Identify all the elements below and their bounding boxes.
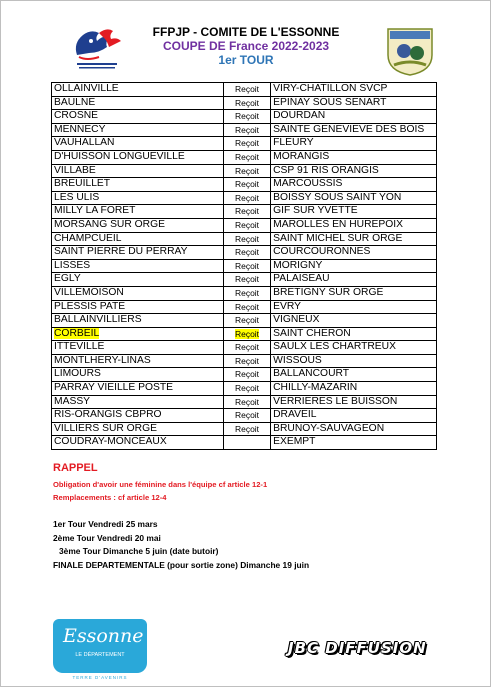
home-team-cell-text: LISSES — [54, 259, 91, 271]
home-team-cell — [52, 150, 224, 164]
away-team-cell — [271, 178, 437, 192]
receives-cell-text: Reçoit — [234, 219, 260, 230]
away-team-cell-text: BRETIGNY SUR ORGE — [273, 286, 384, 298]
receives-cell — [223, 150, 270, 164]
receives-cell-text: Reçoit — [234, 206, 260, 217]
home-team-cell-text: SAINT PIERRE DU PERRAY — [54, 246, 188, 258]
away-team-cell — [271, 123, 437, 137]
receives-cell — [223, 273, 270, 287]
away-team-cell — [271, 205, 437, 219]
match-row — [52, 273, 437, 287]
match-row — [52, 178, 437, 192]
essonne-department-logo — [53, 619, 147, 680]
away-team-cell — [271, 395, 437, 409]
receives-cell — [223, 395, 270, 409]
away-team-cell — [271, 150, 437, 164]
rappel-note-feminine: Obligation d'avoir une féminine dans l'équipe cf article 12-1 — [53, 480, 268, 489]
receives-cell — [223, 327, 270, 341]
schedule-round1: 1er Tour Vendredi 25 mars — [53, 519, 158, 529]
away-team-cell — [271, 83, 437, 97]
match-row — [52, 246, 437, 260]
away-team-cell-text: MORANGIS — [273, 150, 330, 162]
receives-cell — [223, 191, 270, 205]
home-team-cell — [52, 273, 224, 287]
home-team-cell-text: LIMOURS — [54, 368, 101, 380]
receives-cell-text: Reçoit — [234, 111, 260, 122]
home-team-cell — [52, 259, 224, 273]
away-team-cell-text: VERRIERES LE BUISSON — [273, 395, 398, 407]
match-row — [52, 314, 437, 328]
home-team-cell — [52, 368, 224, 382]
match-row — [52, 137, 437, 151]
home-team-cell-text: MENNECY — [54, 123, 106, 135]
match-row — [52, 368, 437, 382]
home-team-cell — [52, 83, 224, 97]
match-row — [52, 395, 437, 409]
away-team-cell-text: VIGNEUX — [273, 314, 320, 326]
receives-cell — [223, 123, 270, 137]
away-team-cell — [271, 218, 437, 232]
away-team-cell-text: SAINT CHERON — [273, 327, 351, 339]
draw-table — [51, 82, 437, 450]
home-team-cell — [52, 314, 224, 328]
receives-cell-text: Reçoit — [234, 396, 260, 407]
away-team-cell-text: EPINAY SOUS SENART — [273, 96, 387, 108]
away-team-cell — [271, 259, 437, 273]
rappel-note-replacements: Remplacements : cf article 12-4 — [53, 493, 167, 502]
receives-cell — [223, 341, 270, 355]
receives-cell-text: Reçoit — [234, 192, 260, 203]
away-team-cell-text: BRUNOY-SAUVAGEON — [273, 422, 385, 434]
away-team-cell — [271, 422, 437, 436]
match-row — [52, 150, 437, 164]
committee-title: FFPJP - COMITE DE L'ESSONNE — [152, 25, 340, 39]
home-team-cell — [52, 96, 224, 110]
receives-cell-text: Reçoit — [234, 138, 260, 149]
receives-cell — [223, 382, 270, 396]
match-row — [52, 327, 437, 341]
home-team-cell — [52, 232, 224, 246]
home-team-cell-text: CROSNE — [54, 110, 99, 122]
receives-cell — [223, 259, 270, 273]
receives-cell — [223, 409, 270, 423]
away-team-cell — [271, 191, 437, 205]
home-team-cell — [52, 382, 224, 396]
away-team-cell-text: VIRY-CHATILLON SVCP — [273, 83, 388, 94]
away-team-cell — [271, 368, 437, 382]
home-team-cell-text: VILLEMOISON — [54, 286, 124, 298]
away-team-cell-text: GIF SUR YVETTE — [273, 205, 358, 217]
home-team-cell-text: LES ULIS — [54, 191, 100, 203]
schedule-round2: 2ème Tour Vendredi 20 mai — [53, 533, 161, 543]
home-team-cell-text: OLLAINVILLE — [54, 83, 119, 94]
home-team-cell-text: MORSANG SUR ORGE — [54, 218, 165, 230]
receives-cell-text: Reçoit — [234, 315, 260, 326]
match-row — [52, 422, 437, 436]
match-row — [52, 382, 437, 396]
receives-cell-text: Reçoit — [234, 247, 260, 258]
away-team-cell — [271, 273, 437, 287]
schedule-round3: 3ème Tour Dimanche 5 juin (date butoir) — [59, 546, 219, 556]
receives-cell — [223, 164, 270, 178]
receives-cell — [223, 436, 270, 450]
match-row — [52, 164, 437, 178]
home-team-cell-text: PARRAY VIEILLE POSTE — [54, 382, 174, 394]
away-team-cell — [271, 286, 437, 300]
receives-cell — [223, 354, 270, 368]
essonne-logo-name: Essonne — [63, 625, 144, 647]
match-row — [52, 436, 437, 450]
away-team-cell-text: EVRY — [273, 300, 301, 312]
receives-cell-text: Reçoit — [234, 84, 260, 94]
home-team-cell — [52, 218, 224, 232]
receives-cell-text: Reçoit — [234, 274, 260, 285]
receives-cell — [223, 246, 270, 260]
receives-cell — [223, 178, 270, 192]
home-team-cell — [52, 286, 224, 300]
rappel-title: RAPPEL — [53, 462, 98, 474]
home-team-cell-text: PLESSIS PATE — [54, 300, 126, 312]
home-team-cell-text: VILLABE — [54, 164, 96, 176]
receives-cell-text: Reçoit — [234, 383, 260, 394]
home-team-cell — [52, 164, 224, 178]
essonne-logo-tagline: TERRE D'AVENIRS — [72, 675, 128, 680]
away-team-cell-text: SAULX LES CHARTREUX — [273, 341, 396, 353]
receives-cell-text: Reçoit — [234, 410, 260, 421]
match-row — [52, 259, 437, 273]
receives-cell-text: Reçoit — [234, 328, 260, 339]
receives-cell-text: Reçoit — [234, 151, 260, 162]
away-team-cell — [271, 409, 437, 423]
receives-cell — [223, 286, 270, 300]
receives-cell-text: Reçoit — [234, 233, 260, 244]
home-team-cell-text: MASSY — [54, 395, 91, 407]
home-team-cell — [52, 341, 224, 355]
receives-cell — [223, 232, 270, 246]
match-row — [52, 409, 437, 423]
receives-cell-text: Reçoit — [234, 97, 260, 108]
home-team-cell-text: BAULNE — [54, 96, 96, 108]
away-team-cell — [271, 341, 437, 355]
receives-cell — [223, 218, 270, 232]
receives-cell — [223, 300, 270, 314]
away-team-cell — [271, 110, 437, 124]
away-team-cell-text: WISSOUS — [273, 354, 322, 366]
home-team-cell-text: BREUILLET — [54, 178, 111, 190]
home-team-cell-text: VILLIERS SUR ORGE — [54, 422, 157, 434]
home-team-cell — [52, 178, 224, 192]
club-shield-logo-icon — [384, 25, 436, 77]
receives-cell-text: Reçoit — [234, 369, 260, 380]
receives-cell-text: Reçoit — [234, 342, 260, 353]
away-team-cell-text: PALAISEAU — [273, 273, 330, 285]
match-row — [52, 191, 437, 205]
ffpjp-rooster-logo-icon — [69, 25, 127, 75]
receives-cell — [223, 368, 270, 382]
match-row — [52, 341, 437, 355]
receives-cell — [223, 96, 270, 110]
home-team-cell-text: VAUHALLAN — [54, 137, 115, 149]
home-team-cell — [52, 409, 224, 423]
receives-cell-text: Reçoit — [234, 260, 260, 271]
home-team-cell-text: D'HUISSON LONGUEVILLE — [54, 150, 185, 162]
away-team-cell-text: DOURDAN — [273, 110, 326, 122]
away-team-cell — [271, 137, 437, 151]
away-team-cell — [271, 164, 437, 178]
home-team-cell — [52, 246, 224, 260]
away-team-cell-text: SAINT MICHEL SUR ORGE — [273, 232, 403, 244]
match-row — [52, 110, 437, 124]
receives-cell — [223, 205, 270, 219]
away-team-cell — [271, 300, 437, 314]
match-row — [52, 286, 437, 300]
jbc-diffusion-logo: JBC DIFFUSION — [288, 639, 427, 657]
match-row — [52, 96, 437, 110]
home-team-cell-text: CORBEIL — [54, 327, 100, 339]
receives-cell-text: Reçoit — [234, 165, 260, 176]
away-team-cell-text: FLEURY — [273, 137, 314, 149]
receives-cell-text: Reçoit — [234, 287, 260, 298]
home-team-cell — [52, 422, 224, 436]
match-row — [52, 218, 437, 232]
home-team-cell-text: MILLY LA FORET — [54, 205, 136, 217]
receives-cell — [223, 83, 270, 97]
away-team-cell — [271, 327, 437, 341]
home-team-cell — [52, 110, 224, 124]
receives-cell-text: Reçoit — [234, 301, 260, 312]
receives-cell-text: Reçoit — [234, 124, 260, 135]
match-row — [52, 354, 437, 368]
receives-cell — [223, 137, 270, 151]
away-team-cell-text: CSP 91 RIS ORANGIS — [273, 164, 379, 176]
home-team-cell — [52, 191, 224, 205]
receives-cell-text: Reçoit — [234, 355, 260, 366]
away-team-cell — [271, 96, 437, 110]
home-team-cell-text: RIS-ORANGIS CBPRO — [54, 409, 162, 421]
home-team-cell-text: ITTEVILLE — [54, 341, 105, 353]
match-row — [52, 232, 437, 246]
away-team-cell-text: MARCOUSSIS — [273, 178, 343, 190]
match-row — [52, 83, 437, 97]
home-team-cell — [52, 123, 224, 137]
receives-cell — [223, 314, 270, 328]
match-row — [52, 300, 437, 314]
away-team-cell-text: MAROLLES EN HUREPOIX — [273, 218, 404, 230]
away-team-cell — [271, 354, 437, 368]
away-team-cell-text: BOISSY SOUS SAINT YON — [273, 191, 402, 203]
away-team-cell-text: CHILLY-MAZARIN — [273, 382, 358, 394]
round-title: 1er TOUR — [218, 53, 274, 67]
essonne-logo-department: LE DÉPARTEMENT — [75, 652, 125, 658]
match-row — [52, 123, 437, 137]
away-team-cell-text: BALLANCOURT — [273, 368, 350, 380]
match-row — [52, 205, 437, 219]
home-team-cell-text: EGLY — [54, 273, 81, 285]
away-team-cell — [271, 314, 437, 328]
home-team-cell-text: MONTLHERY-LINAS — [54, 354, 151, 366]
away-team-cell-text: SAINTE GENEVIEVE DES BOIS — [273, 123, 425, 135]
schedule-final: FINALE DEPARTEMENTALE (pour sortie zone) Dimanche 19 juin — [53, 560, 310, 570]
home-team-cell — [52, 436, 224, 450]
receives-cell-text: Reçoit — [234, 423, 260, 434]
home-team-cell-text: BALLAINVILLIERS — [54, 314, 142, 326]
home-team-cell — [52, 327, 224, 341]
away-team-cell-text: EXEMPT — [273, 436, 316, 448]
home-team-cell — [52, 205, 224, 219]
cup-title: COUPE DE France 2022-2023 — [162, 39, 330, 53]
receives-cell-text: Reçoit — [234, 179, 260, 190]
home-team-cell — [52, 300, 224, 314]
away-team-cell — [271, 382, 437, 396]
home-team-cell-text: CHAMPCUEIL — [54, 232, 122, 244]
away-team-cell-text: DRAVEIL — [273, 409, 317, 421]
away-team-cell — [271, 232, 437, 246]
home-team-cell — [52, 354, 224, 368]
receives-cell — [223, 110, 270, 124]
home-team-cell — [52, 137, 224, 151]
home-team-cell — [52, 395, 224, 409]
away-team-cell — [271, 436, 437, 450]
document-header — [141, 25, 351, 67]
away-team-cell — [271, 246, 437, 260]
receives-cell — [223, 422, 270, 436]
away-team-cell-text: MORIGNY — [273, 259, 323, 271]
home-team-cell-text: COUDRAY-MONCEAUX — [54, 436, 167, 448]
away-team-cell-text: COURCOURONNES — [273, 246, 371, 258]
